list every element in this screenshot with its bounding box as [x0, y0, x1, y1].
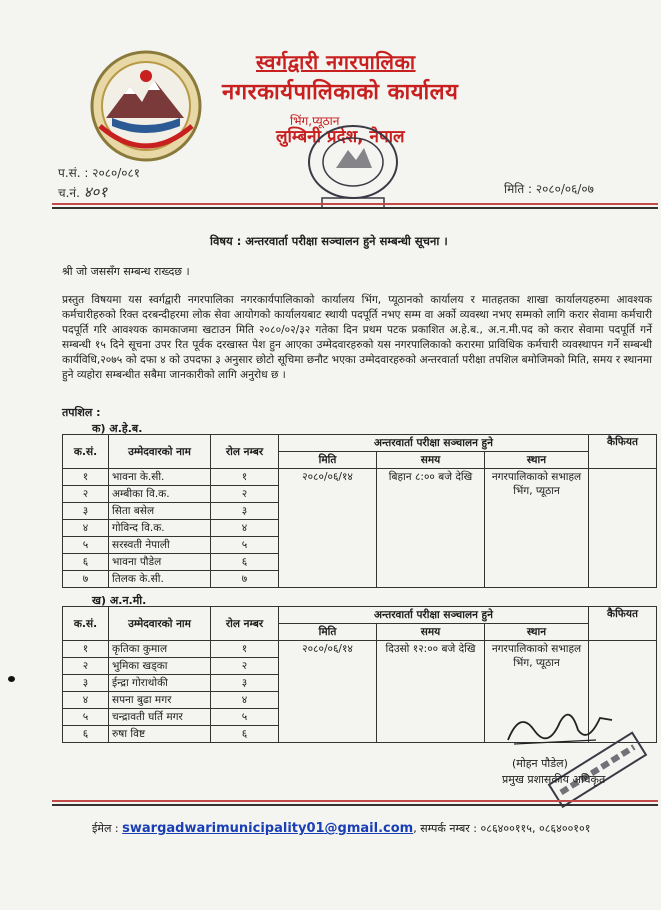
dispatch-number: [58, 182, 107, 202]
col-interview: अन्तरवार्ता परीक्षा सञ्चालन हुने: [279, 435, 589, 452]
row-name: ईन्द्रा गोराथोकी: [109, 675, 211, 692]
interview-place: नगरपालिकाको सभाहल भिंग, प्यूठान: [485, 641, 589, 743]
row-sn: ६: [63, 726, 109, 743]
row-sn: ३: [63, 675, 109, 692]
row-sn: ३: [63, 503, 109, 520]
row-roll: ३: [211, 675, 279, 692]
subject-line: विषय : अन्तरवार्ता परीक्षा सञ्चालन हुने सम्बन्धी सूचना ।: [210, 234, 448, 248]
municipality-name: स्वर्गद्वारी नगरपालिका: [256, 50, 416, 74]
row-name: गोविन्द वि.क.: [109, 520, 211, 537]
header-divider-black: [52, 207, 658, 209]
row-sn: ७: [63, 571, 109, 588]
col-name: उम्मेदवारको नाम: [109, 607, 211, 641]
row-sn: ५: [63, 709, 109, 726]
row-name: सपना बुढा मगर: [109, 692, 211, 709]
col-place: स्थान: [485, 624, 589, 641]
row-name: अम्बीका वि.क.: [109, 486, 211, 503]
row-sn: ४: [63, 520, 109, 537]
col-interview: अन्तरवार्ता परीक्षा सञ्चालन हुने: [279, 607, 589, 624]
row-roll: ३: [211, 503, 279, 520]
row-name: भावना पौडेल: [109, 554, 211, 571]
header-divider-red: [52, 203, 658, 205]
row-roll: १: [211, 641, 279, 658]
section-b-label: ख) अ.न.मी.: [92, 594, 147, 607]
office-name: नगरकार्यपालिकाको कार्यालय: [222, 80, 459, 105]
col-remarks: कैफियत: [589, 435, 657, 469]
row-name: भावना के.सी.: [109, 469, 211, 486]
dispatch-value: ४०१: [83, 183, 108, 201]
footer-contact: [92, 821, 590, 836]
table-header-row: [63, 607, 657, 624]
ink-dot: [8, 676, 15, 682]
reference-number: प.सं. : २०८०/०८१: [58, 166, 140, 180]
row-sn: १: [63, 641, 109, 658]
interview-time: बिहान ८:०० बजे देखि: [377, 469, 485, 588]
row-name: तिलक के.सी.: [109, 571, 211, 588]
signatory-name: (मोहन पौडेल): [512, 757, 568, 770]
col-date: मिति: [279, 624, 377, 641]
row-roll: २: [211, 658, 279, 675]
row-remarks: [589, 469, 657, 588]
col-roll: रोल नम्बर: [211, 435, 279, 469]
interview-time: दिउसो १२:०० बजे देखि: [377, 641, 485, 743]
row-name: चन्द्रावती घर्ति मगर: [109, 709, 211, 726]
province-name: लुम्बिनी प्रदेश, नेपाल: [276, 127, 405, 147]
row-roll: १: [211, 469, 279, 486]
office-location: भिंग,प्यूठान: [290, 114, 340, 128]
row-roll: ४: [211, 692, 279, 709]
row-roll: ६: [211, 726, 279, 743]
nepal-emblem-icon: [86, 46, 206, 166]
email-link[interactable]: swargadwarimunicipality01@gmail.com: [122, 821, 414, 836]
row-sn: २: [63, 486, 109, 503]
details-label: तपशिल :: [62, 406, 101, 419]
contact-numbers: , सम्पर्क नम्बर : ०८६४००११५, ०८६४००१०१: [413, 822, 591, 835]
row-roll: ६: [211, 554, 279, 571]
office-stamp-icon: [278, 122, 428, 214]
table-header-row: [63, 435, 657, 452]
row-name: कृतिका कुमाल: [109, 641, 211, 658]
row-sn: ४: [63, 692, 109, 709]
section-a-label: क) अ.हे.ब.: [92, 422, 143, 435]
row-roll: २: [211, 486, 279, 503]
dispatch-label: च.नं.: [58, 186, 80, 200]
col-time: समय: [377, 452, 485, 469]
row-roll: ५: [211, 709, 279, 726]
row-name: रुषा विष्ट: [109, 726, 211, 743]
footer-divider-black: [52, 804, 658, 806]
row-roll: ७: [211, 571, 279, 588]
col-date: मिति: [279, 452, 377, 469]
col-sn: क.सं.: [63, 607, 109, 641]
row-sn: ५: [63, 537, 109, 554]
table-row: [63, 469, 657, 486]
row-name: सरस्वती नेपाली: [109, 537, 211, 554]
section-a-table: [62, 434, 657, 588]
salutation: श्री जो जससँग सम्बन्ध राख्दछ ।: [62, 265, 190, 278]
letter-date: मिति : २०८०/०६/०७: [504, 182, 594, 196]
col-time: समय: [377, 624, 485, 641]
col-name: उम्मेदवारको नाम: [109, 435, 211, 469]
row-name: भुमिका खड्का: [109, 658, 211, 675]
table-row: [63, 641, 657, 658]
signatory-title: प्रमुख प्रशासकीय अधिकृत: [502, 773, 606, 786]
footer-divider-red: [52, 800, 658, 802]
row-roll: ५: [211, 537, 279, 554]
interview-date: २०८०/०६/१४: [279, 641, 377, 743]
col-roll: रोल नम्बर: [211, 607, 279, 641]
notice-body: प्रस्तुत विषयमा यस स्वर्गद्वारी नगरपालिका नगरकार्यपालिकाको कार्यालय भिंग, प्यूठानको कार्यालय र मातहतका शाखा कार्यालयहरुमा आवश्यक कर्मचारीहरुको रिक्त दरबन्दीहरमा लोक सेवा आयोगको कार्यालयबाट स्थायी पदपूर्ति नभए सम्म वा अर्को व्यवस्था नभए सम्मको लागि करार सेवामा कर्मचारी पदपूर्ति गरि आवश्यक कामकाजमा खटाउन मिति २०८०/०२/३२ गतेका दिन प्रथम पटक प्रकाशित अ.हे.ब., अ.न.मी.पद को करार सेवामा पदपूर्ति गर्ने सम्बन्धी १५ दिने सूचना उपर रित पूर्वक दरखास्त पेश हुन आएका उम्मेदवारहरुको यस नगरपालिकाको करारमा प्राविधिक कर्मचारी व्यवस्थापन गर्ने सम्बन्धी कार्यविधि,२०७५ को दफा ४ को उपदफा ३ अनुसार छोटो सूचिमा छनौट भएका उम्मेदवारहरुको अन्तरवार्ता परीक्षा तपशिल बमोजिमको मिति, समय र स्थानमा हुने व्यहोरा सम्बन्धीत सबैमा जानकारीको लागि अनुरोध छ ।: [62, 294, 652, 381]
col-place: स्थान: [485, 452, 589, 469]
email-label: ईमेल :: [92, 822, 119, 835]
row-sn: २: [63, 658, 109, 675]
col-sn: क.सं.: [63, 435, 109, 469]
row-sn: ६: [63, 554, 109, 571]
interview-place: नगरपालिकाको सभाहल भिंग, प्यूठान: [485, 469, 589, 588]
row-sn: १: [63, 469, 109, 486]
col-remarks: कैफियत: [589, 607, 657, 641]
interview-date: २०८०/०६/१४: [279, 469, 377, 588]
row-roll: ४: [211, 520, 279, 537]
row-name: सिता बसेल: [109, 503, 211, 520]
